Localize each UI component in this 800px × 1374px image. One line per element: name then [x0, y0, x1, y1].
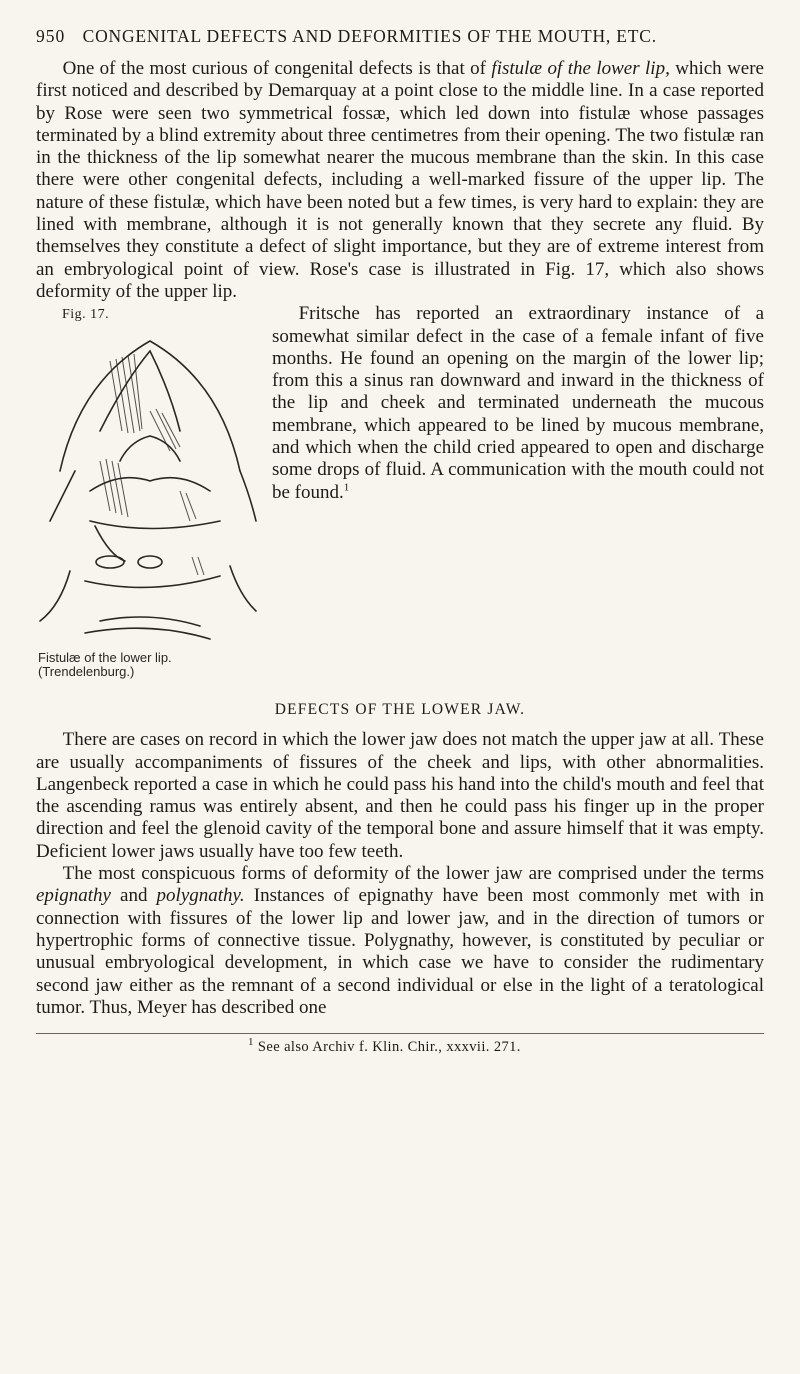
- paragraph-text: The most conspicuous forms of deformity of the lower jaw are comprised under the terms: [62, 863, 764, 885]
- paragraph-text: Instances of epignathy have been most commonly met with in connection with fissures of the lower lip and lower jaw, and in the direction of tumors or hypertrophic forms of connective tissue. Polygnathy, however, is constituted by peculiar or unusual embryological development, in which case we have to consider the rudimentary second jaw either as the remnant of a second individual or else in the light of a teratological tumor. Thus, Meyer has described one: [36, 885, 764, 1018]
- page: [36, 22, 764, 1056]
- paragraph-lower-jaw-cases: There are cases on record in which the lower jaw does not match the upper jaw at all. These are usually accompaniments of fissures of the cheek and lips, with other abnormalities. Langenbeck reported a case in which he could pass his hand into the child's mouth and feel that the ascending ramus was entirely absent, and then he could pass his finger up in the proper direction and feel the glenoid cavity of the temporal bone and assure himself that it was empty. Deficient lower jaws usually have too few teeth.: [36, 729, 764, 862]
- footnote-reference: 1: [343, 481, 350, 494]
- paragraph-text: and: [110, 885, 157, 907]
- paragraph-text: One of the most curious of congenital defects is that of: [62, 58, 492, 79]
- paragraph-fistulae-lower-lip: [36, 58, 764, 303]
- footnote-divider: [36, 1033, 764, 1034]
- paragraph-epignathy: [36, 863, 764, 1019]
- emphasis-term: fistulæ of the lower lip,: [491, 58, 670, 79]
- page-number: 950: [36, 26, 66, 46]
- figure-label: Fig. 17.: [62, 307, 110, 323]
- paragraph-text: which were first noticed and described by Demarquay at a point close to the middle line. In a case reported by Rose were seen two symmetrical fossæ, which led down into fistulæ whose passages terminated by a blind extremity about three centimetres from their opening. The two fistulæ ran in the thickness of the lip somewhat nearer the mucous membrane than the skin. In this case there were other congenital defects, including a well-marked fissure of the upper lip. The nature of these fistulæ, which have been noted but a few times, is very hard to explain: they are lined with membrane, although it is not generally known that they secrete any fluid. By themselves they constitute a defect of slight importance, but they are of extreme interest from an embryological point of view. Rose's case is illustrated in Fig. 17, which also shows deformity of the upper lip.: [36, 58, 764, 302]
- running-header: [36, 22, 764, 50]
- figure-17: [30, 307, 260, 701]
- running-title: CONGENITAL DEFECTS AND DEFORMITIES OF THE MOUTH, ETC.: [82, 26, 657, 46]
- footnote: [36, 1038, 764, 1056]
- emphasis-term: epignathy: [36, 885, 111, 907]
- lip-fistulae-illustration: [30, 321, 260, 651]
- figure-caption: Fistulæ of the lower lip. (Trendelenburg.): [38, 650, 172, 680]
- emphasis-term: polygnathy.: [156, 885, 245, 907]
- footnote-mark: 1: [248, 1036, 254, 1049]
- paragraph-text: Fritsche has reported an extraordinary instance of a somewhat similar defect in the case of a female infant of five months. He found an opening on the margin of the lower lip; from this a sinus ran downward and inward in the thickness of the lip and cheek and terminated underneath the mucous membrane, which appeared to be lined by mucous membrane, and which when the child cried appeared to open and discharge some drops of fluid. A communication with the mouth could not be found.: [272, 303, 764, 503]
- footnote-text: See also Archiv f. Klin. Chir., xxxvii. 271.: [253, 1039, 521, 1056]
- section-heading: DEFECTS OF THE LOWER JAW.: [274, 701, 526, 719]
